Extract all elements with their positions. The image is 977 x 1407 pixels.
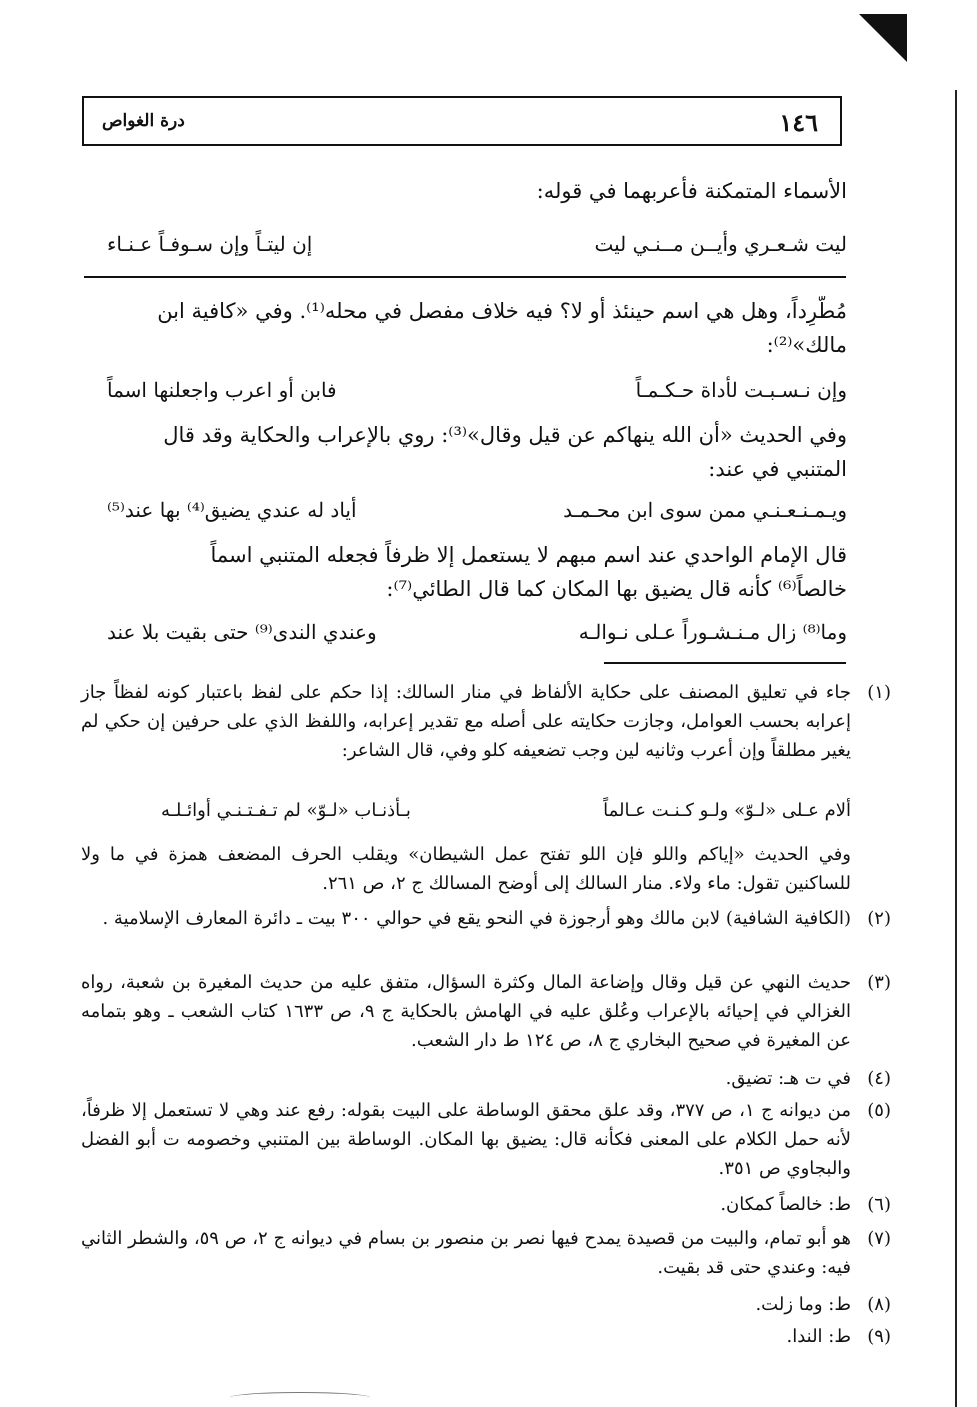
footnote-1 <box>81 678 891 765</box>
verse-1 <box>107 232 847 264</box>
footnote-6 <box>81 1190 891 1219</box>
footnote-3-number: (٣) <box>867 972 891 993</box>
page-number: ١٤٦ <box>779 108 818 137</box>
verse-3-first-hemistich: ويـمـنـعـنـي ممن سوى ابن محـمـد <box>563 498 847 522</box>
footnote-divider <box>604 662 846 664</box>
section-divider <box>84 276 846 278</box>
footnote-1-number: (١) <box>867 682 891 703</box>
footnote-5 <box>81 1096 891 1183</box>
paragraph-3-line-1: قال الإمام الواحدي عند اسم مبهم لا يستعمل إلا ظرفاً فجعله المتنبي اسماً <box>210 543 847 567</box>
verse-4 <box>107 620 847 652</box>
verse-4-second-hemistich: وعندي الندى⁽⁹⁾ حتى بقيت بلا عند <box>107 620 377 644</box>
footnote-6-number: (٦) <box>867 1194 891 1215</box>
footnote-1-continuation-text: وفي الحديث «إياكم واللو فإن اللو تفتح عمل الشيطان» ويقلب الحرف المضعف همزة في ما ولا للساكنين تقول: ماء ولاء. منار السالك إلى أوضح المسالك ج ٢، ص ٢٦١. <box>81 844 851 894</box>
footnote-9-number: (٩) <box>867 1326 891 1347</box>
verse-1-second-hemistich: إن ليتـاً وإن سـوفـاً عـنـاء <box>107 232 313 256</box>
footnote-9-text: ط: الندا. <box>786 1326 851 1347</box>
footnote-8-text: ط: وما زلت. <box>755 1294 851 1315</box>
verse-4-first-hemistich: وما⁽⁸⁾ زال مـنـشـوراً عـلى نـوالـه <box>578 620 847 644</box>
pen-scribble-mark <box>230 1392 370 1403</box>
running-title: درة الغواص <box>102 111 185 131</box>
corner-triangle-mark <box>859 14 907 62</box>
footnote-1-continuation <box>81 840 851 898</box>
footnote-4-number: (٤) <box>867 1068 891 1089</box>
footnote-3-text: حديث النهي عن قيل وقال وإضاعة المال وكثرة السؤال، متفق عليه من حديث المغيرة بن شعبة، رواه الغزالي في إحيائه بالإعراب وعُلق عليه في الهامش بالحكاية ج ٩، ص ١٦٣٣ كتاب الشعب ـ وهو بتمامه عن المغيرة في صحيح البخاري ج ٨، ص ١٢٤ ط دار الشعب. <box>81 972 851 1051</box>
footnote-4-text: في ت هـ: تضيق. <box>725 1068 851 1089</box>
footnote-5-text: من ديوانه ج ١، ص ٣٧٧، وقد علق محقق الوساطة على البيت بقوله: رفع عند وهي لا تستعمل إلا ظرفاً، لأنه حمل الكلام على المعنى فكأنه قال: يضيق بها المكان. الوساطة بين المتنبي وخصومه ت أبو الفضل والبجاوي ص ٣٥١. <box>81 1100 852 1179</box>
footnote-6-text: ط: خالصاً كمكان. <box>720 1194 851 1215</box>
page-edge-line <box>955 90 957 1407</box>
verse-2-first-hemistich: وإن نـسـبـت لأداة حـكـمـاً <box>635 378 847 402</box>
footnote-2-text: (الكافية الشافية) لابن مالك وهو أرجوزة في النحو يقع في حوالي ٣٠٠ بيت ـ دائرة المعارف الإسلامية . <box>102 908 851 929</box>
footnote-1-verse-first-hemistich: ألام عـلى «لـوّ» ولـو كـنـت عـالماً <box>603 800 851 821</box>
verse-1-first-hemistich: ليت شـعـري وأيــن مــنـي ليت <box>594 232 847 256</box>
paragraph-2-line-1: وفي الحديث «أن الله ينهاكم عن قيل وقال»⁽³⁾: روي بالإعراب والحكاية وقد قال <box>163 423 847 447</box>
footnote-7-number: (٧) <box>867 1228 891 1249</box>
footnote-5-number: (٥) <box>867 1100 891 1121</box>
footnote-8-number: (٨) <box>867 1294 891 1315</box>
verse-2 <box>107 378 847 410</box>
paragraph-1-line-1: مُطَّرِداً، وهل هي اسم حينئذ أو لا؟ فيه خلاف مفصل في محله⁽¹⁾. وفي «كافية ابن <box>157 299 847 323</box>
paragraph-2-line-2: المتنبي في عند: <box>708 457 847 481</box>
verse-3 <box>107 498 847 530</box>
footnote-7 <box>81 1224 891 1282</box>
page-header <box>82 96 842 146</box>
footnote-1-verse-second-hemistich: بـأذنـاب «لـوّ» لم تـفـتـنـي أوائـلـه <box>161 800 411 821</box>
verse-3-second-hemistich: أياد له عندي يضيق⁽⁴⁾ بها عند⁽⁵⁾ <box>107 498 357 522</box>
paragraph-1-line-2: مالك»⁽²⁾: <box>766 333 847 357</box>
footnote-8 <box>81 1290 891 1319</box>
footnote-2 <box>81 904 891 933</box>
footnote-1-verse <box>161 800 851 830</box>
footnote-3 <box>81 968 891 1055</box>
footnote-9 <box>81 1322 891 1351</box>
paragraph-3-line-2: خالصاً⁽⁶⁾ كأنه قال يضيق بها المكان كما قال الطائي⁽⁷⁾: <box>386 577 847 601</box>
intro-line: الأسماء المتمكنة فأعربهما في قوله: <box>536 179 847 203</box>
footnote-7-text: هو أبو تمام، والبيت من قصيدة يمدح فيها نصر بن منصور بن بسام في ديوانه ج ٢، ص ٥٩، والشطر الثاني فيه: وعندي حتى قد بقيت. <box>81 1228 851 1278</box>
footnote-1-text: جاء في تعليق المصنف على حكاية الألفاظ في منار السالك: إذا حكم على لفظ باعتبار كونه لفظاً جاز إعرابه بحسب العوامل، وجازت حكايته على أصله مع تقدير إعرابه، واللفظ الذي على حرفين إن حكي لم يغير مطلقاً وإن أعرب وثانيه لين وجب تضعيفه كلو وفي، قال الشاعر: <box>81 682 851 761</box>
verse-2-second-hemistich: فابن أو اعرب واجعلنها اسماً <box>107 378 337 402</box>
footnote-4 <box>81 1064 891 1093</box>
footnote-2-number: (٢) <box>867 908 891 929</box>
